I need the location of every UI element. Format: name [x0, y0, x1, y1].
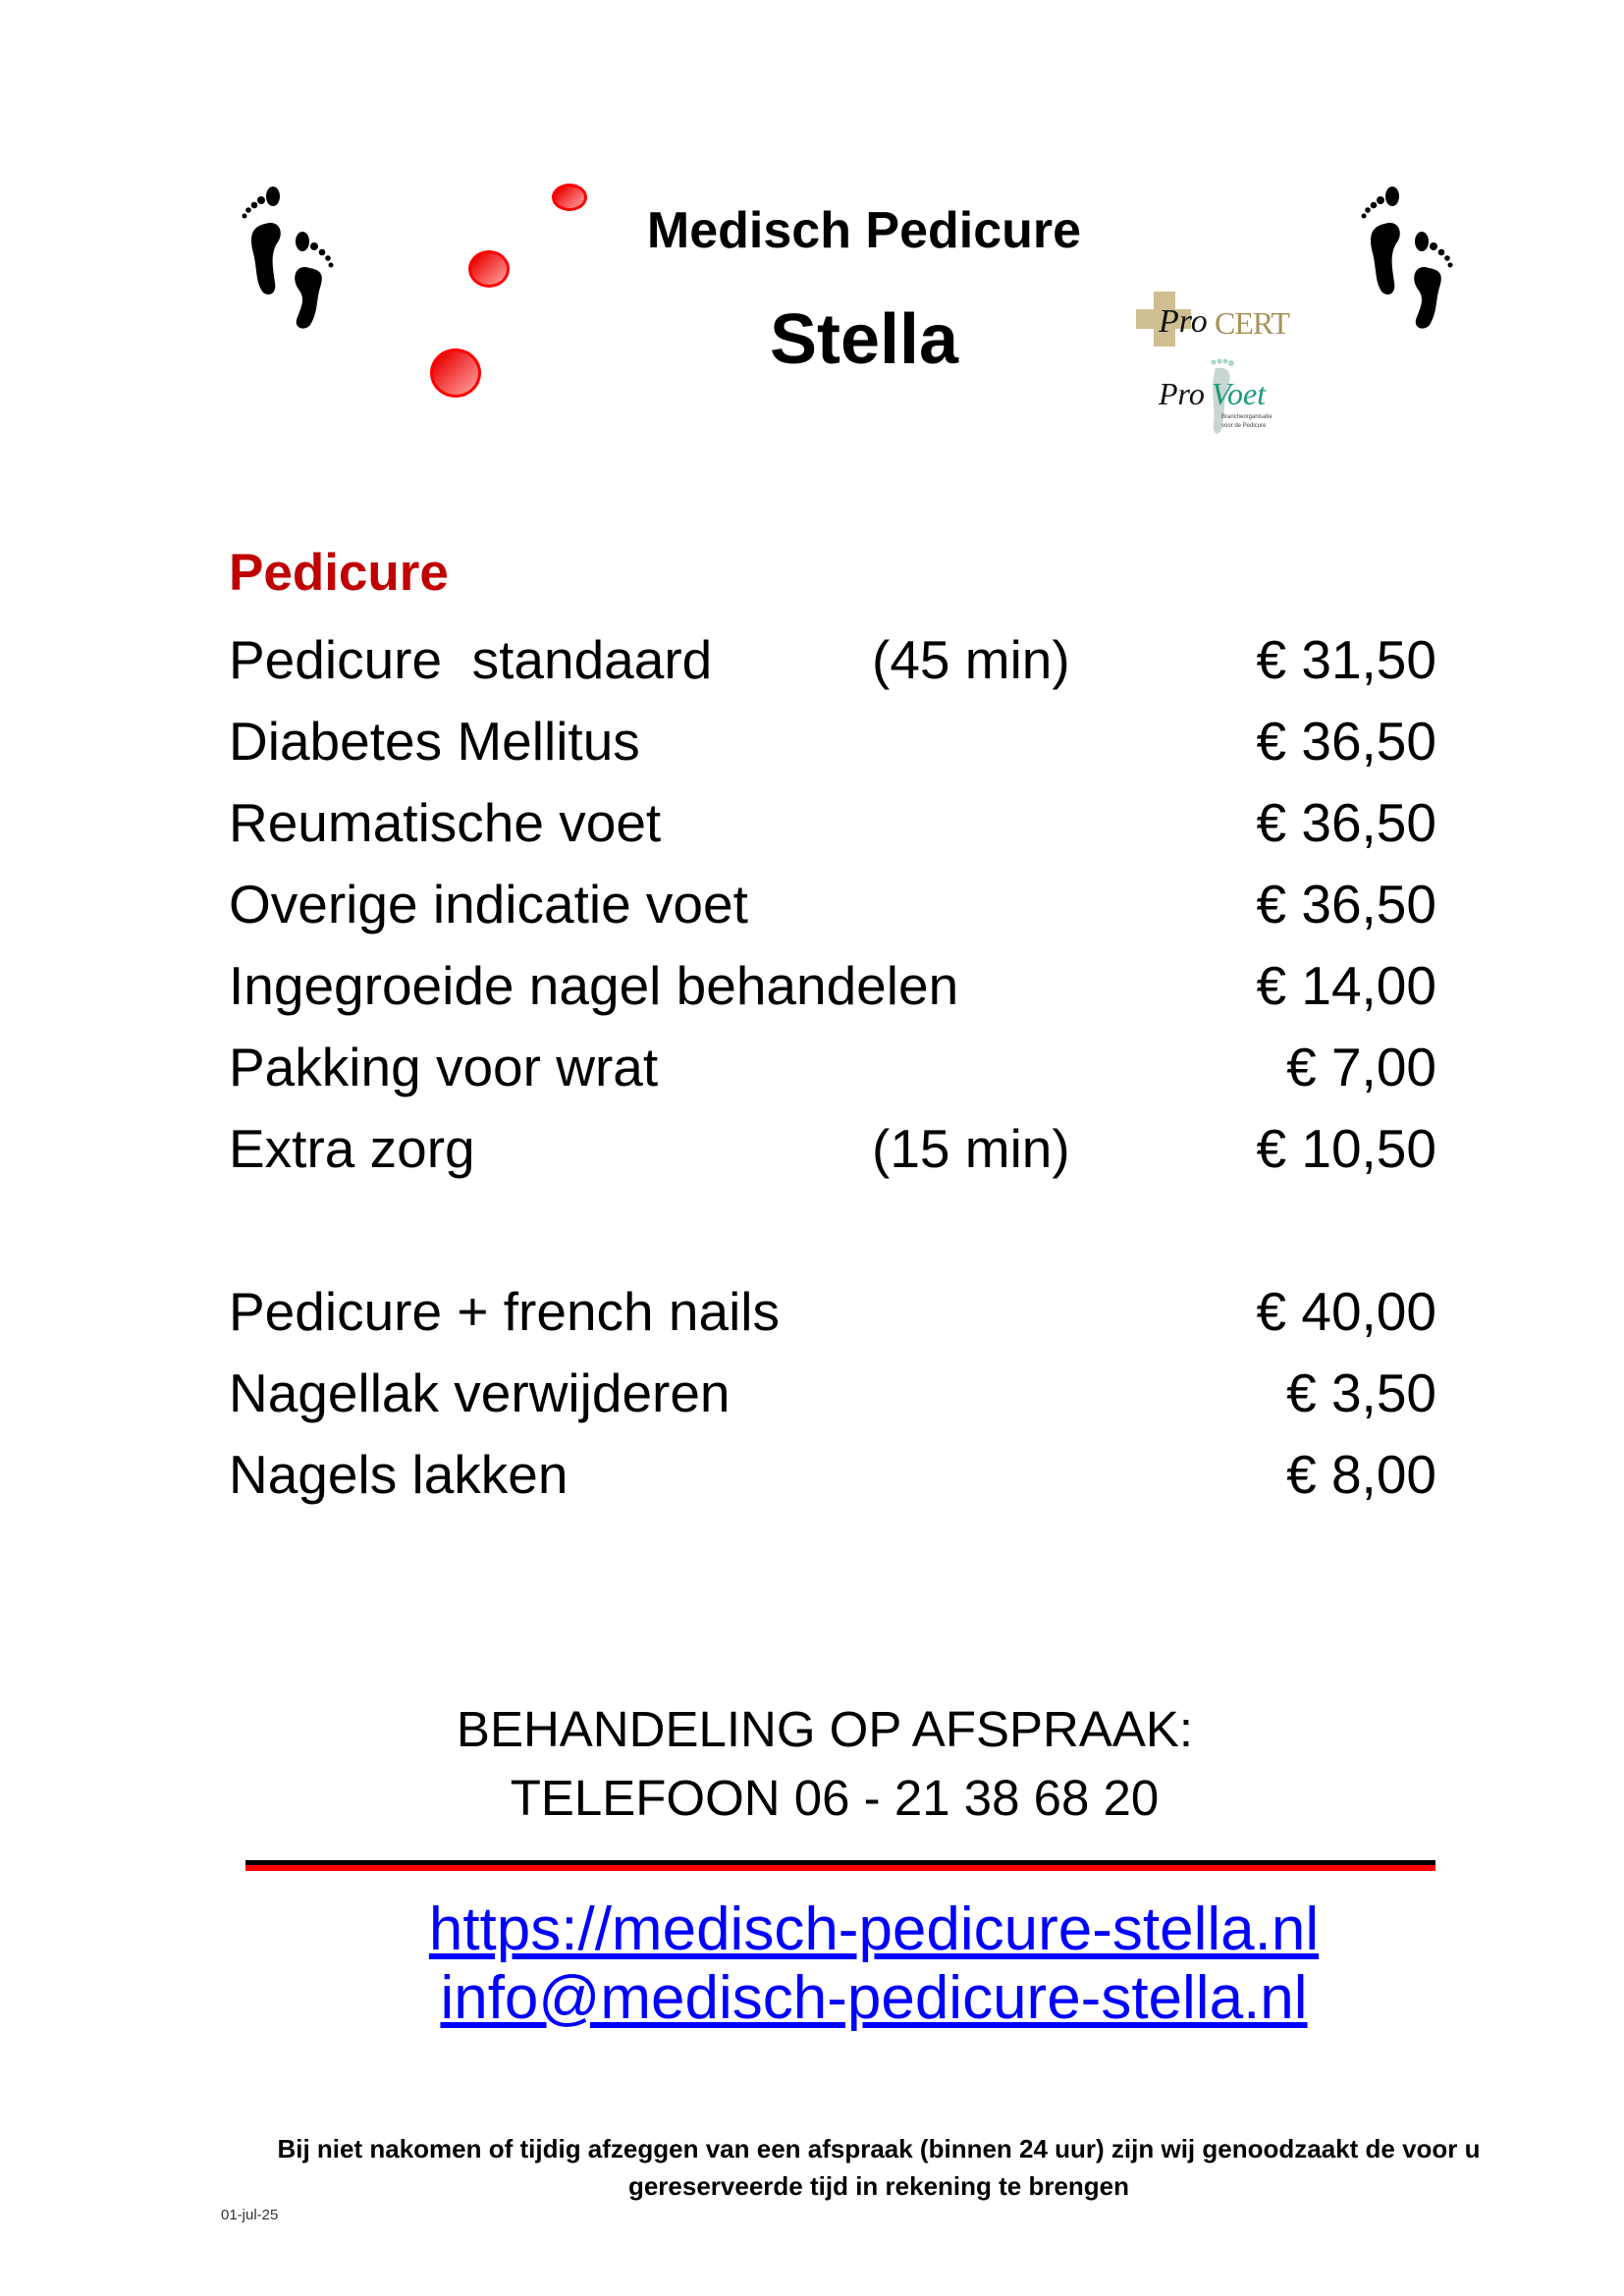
price-row	[229, 710, 1436, 778]
treatment-name: Nagels lakken	[229, 1444, 568, 1505]
treatment-name: Pedicure standaard	[229, 629, 713, 690]
treatment-duration: (45 min)	[872, 629, 1070, 690]
section-title-pedicure: Pedicure	[229, 544, 449, 602]
treatment-price: € 40,00	[1256, 1281, 1436, 1342]
email-link[interactable]: info@medisch-pedicure-stella.nl	[440, 1964, 1308, 2032]
divider-red	[245, 1865, 1435, 1871]
treatment-name: Extra zorg	[229, 1118, 475, 1179]
treatment-price: € 31,50	[1256, 629, 1436, 690]
footprints-icon-left	[236, 185, 344, 332]
document-date: 01-jul-25	[221, 2207, 279, 2223]
treatment-duration: (15 min)	[872, 1118, 1070, 1179]
treatment-name: Diabetes Mellitus	[229, 711, 640, 772]
treatment-name: Overige indicatie voet	[229, 874, 748, 934]
price-row	[229, 954, 1436, 1023]
business-subtitle: Medisch Pedicure	[646, 202, 1082, 259]
treatment-price: € 36,50	[1256, 711, 1436, 772]
procert-cert: CERT	[1215, 305, 1289, 341]
price-row	[229, 873, 1436, 941]
provoet-tagline-1: Brancheorganisatie	[1221, 414, 1272, 420]
treatment-price: € 8,00	[1286, 1444, 1436, 1505]
price-row	[229, 791, 1436, 860]
price-row-extra	[229, 1280, 1436, 1349]
treatment-price: € 14,00	[1256, 955, 1436, 1016]
provoet-voet: Voet	[1212, 376, 1267, 411]
treatment-name: Pedicure + french nails	[229, 1281, 781, 1342]
treatment-price: € 10,50	[1256, 1118, 1436, 1179]
procert-pro: Pro	[1159, 303, 1208, 340]
treatment-name: Ingegroeide nagel behandelen	[229, 955, 959, 1016]
appointment-heading: BEHANDELING OP AFSPRAAK:	[456, 1701, 1194, 1757]
treatment-name: Reumatische voet	[229, 792, 662, 853]
treatment-name: Pakking voor wrat	[229, 1037, 659, 1097]
business-name: Stella	[769, 300, 959, 379]
cancellation-note-line2: gereserveerde tijd in rekening te brengen	[627, 2171, 1130, 2201]
procert-logo	[1134, 290, 1306, 353]
provoet-pro: Pro	[1159, 376, 1205, 411]
website-link[interactable]: https://medisch-pedicure-stella.nl	[428, 1896, 1320, 1963]
footprints-icon-right	[1355, 185, 1463, 332]
cancellation-note-line1: Bij niet nakomen of tijdig afzeggen van een afspraak (binnen 24 uur) zijn wij genoodzaakt de voor u	[277, 2134, 1481, 2163]
price-row	[229, 1036, 1436, 1104]
treatment-price: € 7,00	[1286, 1037, 1436, 1097]
treatment-name: Nagellak verwijderen	[229, 1362, 731, 1423]
price-row	[229, 1117, 1436, 1186]
treatment-price: € 36,50	[1256, 874, 1436, 934]
price-row-extra	[229, 1362, 1436, 1430]
red-dot-medium	[468, 250, 510, 288]
phone-line: TELEFOON 06 - 21 38 68 20	[510, 1770, 1160, 1826]
price-row-extra	[229, 1443, 1436, 1512]
red-dot-large	[430, 348, 481, 398]
provoet-logo	[1159, 358, 1286, 442]
treatment-price: € 3,50	[1286, 1362, 1436, 1423]
treatment-price: € 36,50	[1256, 792, 1436, 853]
provoet-tagline-2: voor de Pedicure	[1221, 423, 1267, 429]
price-row	[229, 628, 1436, 697]
